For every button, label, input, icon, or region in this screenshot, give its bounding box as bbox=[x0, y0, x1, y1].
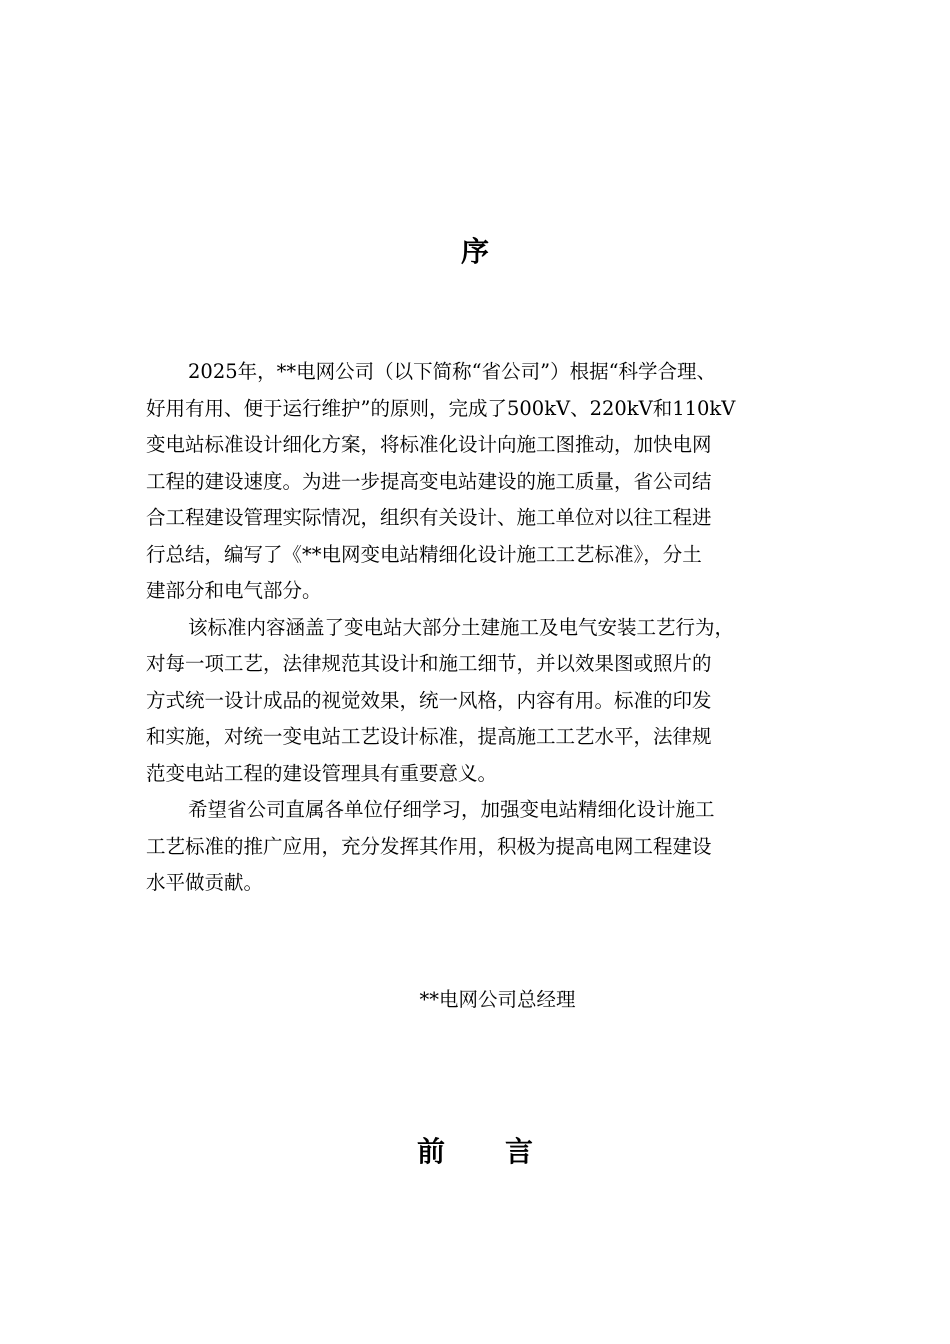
paragraph-line: 行总结，编写了《**电网变电站精细化设计施工工艺标准》，分土 bbox=[146, 542, 702, 566]
paragraph-line: 该标准内容涵盖了变电站大部分土建施工及电气安装工艺行为， bbox=[188, 615, 735, 639]
paragraph-line: 2025年，**电网公司（以下简称“省公司”）根据“科学合理、 bbox=[188, 360, 717, 383]
foreword-title-char: 前 bbox=[416, 1135, 445, 1168]
paragraph-line: 范变电站工程的建设管理具有重要意义。 bbox=[146, 761, 498, 785]
preface-title: 序 bbox=[460, 235, 489, 268]
paragraph-line: 工艺标准的推广应用，充分发挥其作用，积极为提高电网工程建设 bbox=[146, 834, 712, 858]
preface-paragraph-2 bbox=[146, 610, 816, 793]
paragraph-line: 合工程建设管理实际情况，组织有关设计、施工单位对以往工程进 bbox=[146, 506, 712, 529]
preface-paragraph-3 bbox=[146, 792, 816, 902]
paragraph-line: 工程的建设速度。为进一步提高变电站建设的施工质量，省公司结 bbox=[146, 469, 712, 493]
paragraph-line: 变电站标准设计细化方案，将标准化设计向施工图推动，加快电网 bbox=[146, 433, 712, 456]
paragraph-line: 好用有用、便于运行维护”的原则，完成了500kV、220kV和110kV bbox=[146, 396, 736, 420]
preface-body bbox=[146, 354, 816, 902]
paragraph-line: 方式统一设计成品的视觉效果，统一风格，内容有用。标准的印发 bbox=[146, 688, 712, 712]
paragraph-line: 和实施，对统一变电站工艺设计标准，提高施工工艺水平，法律规 bbox=[146, 725, 712, 748]
preface-signature: **电网公司总经理 bbox=[419, 988, 576, 1011]
paragraph-line: 建部分和电气部分。 bbox=[146, 579, 322, 602]
foreword-title-char: 言 bbox=[505, 1135, 534, 1168]
paragraph-line: 希望省公司直属各单位仔细学习，加强变电站精细化设计施工 bbox=[188, 798, 715, 821]
paragraph-line: 水平做贡献。 bbox=[146, 871, 264, 894]
preface-paragraph-1 bbox=[146, 354, 816, 610]
paragraph-line: 对每一项工艺，法律规范其设计和施工细节，并以效果图或照片的 bbox=[146, 652, 712, 675]
foreword-title bbox=[0, 1132, 950, 1172]
